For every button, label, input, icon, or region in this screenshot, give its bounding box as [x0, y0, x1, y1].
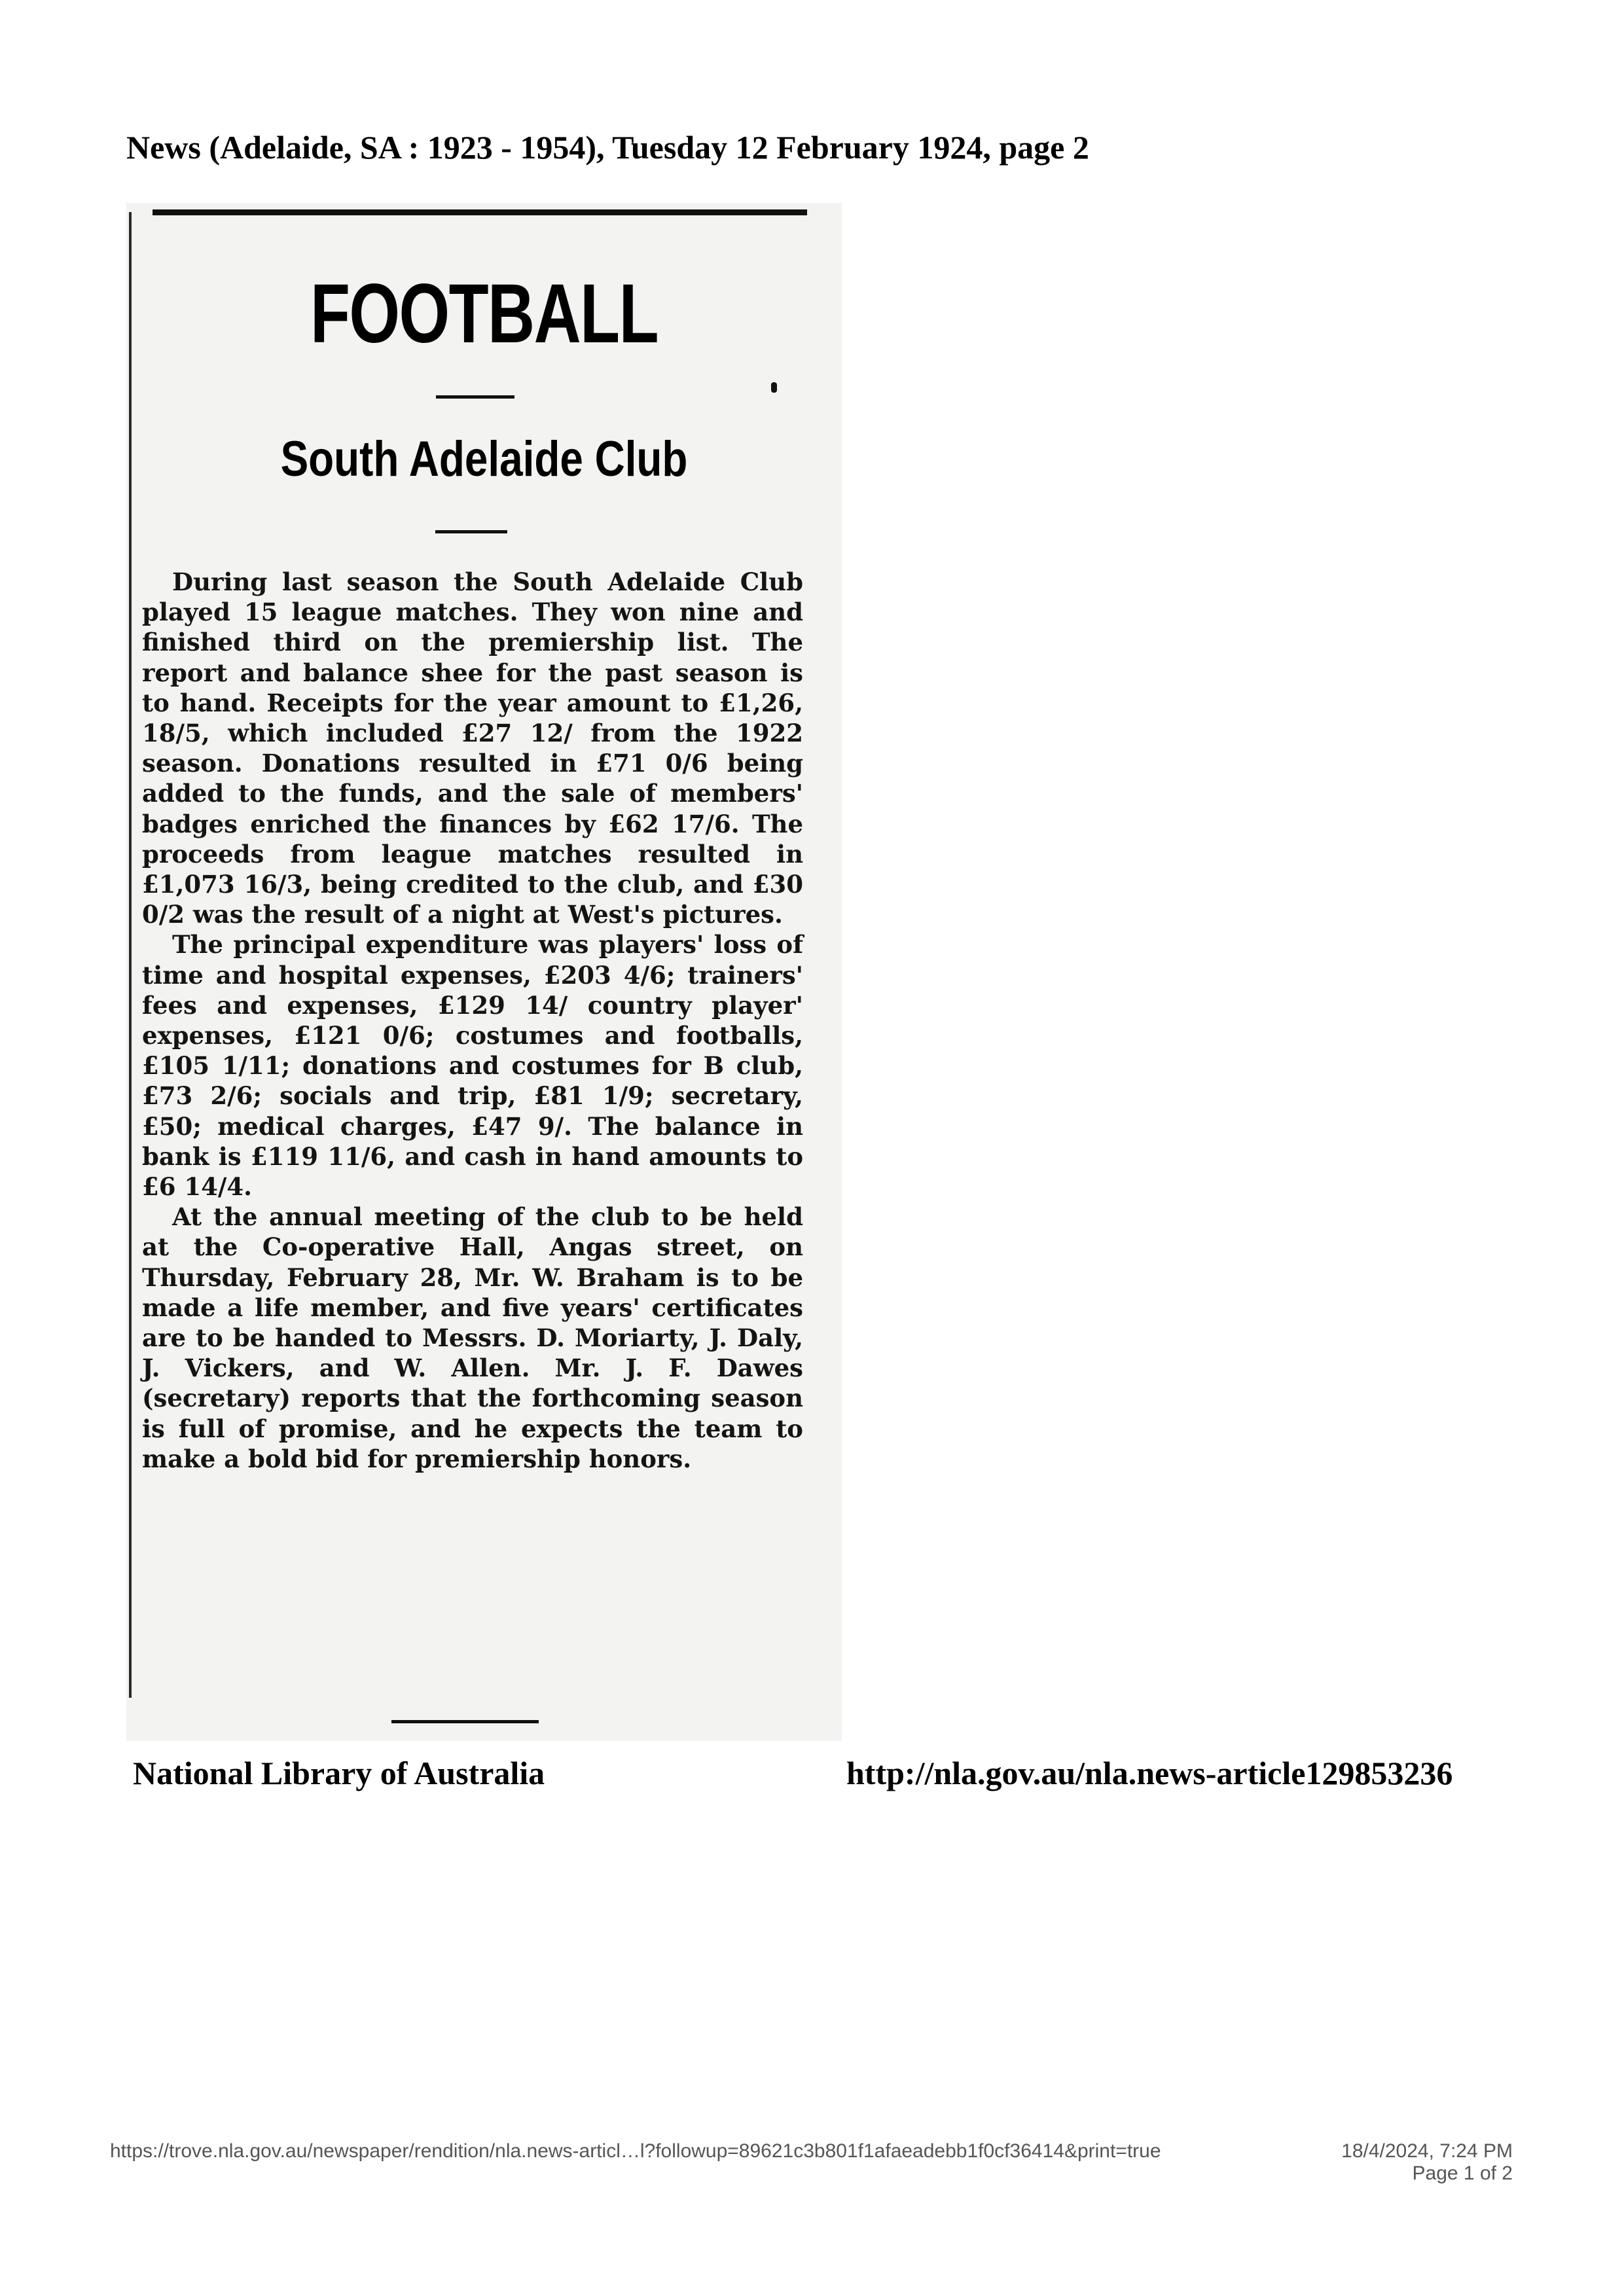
article-body [142, 567, 803, 1474]
newspaper-clipping [126, 203, 842, 1741]
citation-title: News (Adelaide, SA : 1923 - 1954), Tuesday 12 February 1924, page 2 [126, 129, 1089, 166]
column-rule-left [129, 212, 132, 1698]
article-subheadline: South Adelaide Club [280, 431, 688, 487]
article-paragraph: The principal expenditure was players' loss of time and hospital expenses, £203 4/6; trainers' fees and expenses, £129 14/ country player' expenses, £121 0/6; costumes and footballs, £105 1/11; donations and costumes for B club, £73 2/6; socials and trip, £81 1/9; secretary, £50; medical charges, £47 9/. The balance in bank is £119 11/6, and cash in hand amounts to £6 14/4. [142, 930, 803, 1202]
print-page-number: Page 1 of 2 [1412, 2162, 1513, 2184]
divider-dash [435, 530, 507, 533]
end-rule [391, 1720, 539, 1723]
print-meta [1341, 2140, 1513, 2185]
ink-speck [771, 382, 777, 393]
article-link[interactable]: http://nla.gov.au/nla.news-article129853236 [846, 1755, 1453, 1791]
article-headline: FOOTBALL [310, 267, 658, 361]
print-datetime: 18/4/2024, 7:24 PM [1341, 2140, 1513, 2162]
source-credit: National Library of Australia [133, 1755, 545, 1791]
column-rule-top [153, 209, 807, 215]
article-paragraph: At the annual meeting of the club to be held at the Co-operative Hall, Angas street, on Thursday, February 28, Mr. W. Braham is to be made a life member, and five years' certificates are to be handed to Messrs. D. Moriarty, J. Daly, J. Vickers, and W. Allen. Mr. J. F. Dawes (secretary) reports that the forthcoming season is full of promise, and he expects the team to make a bold bid for premiership honors. [142, 1202, 803, 1473]
print-url: https://trove.nla.gov.au/newspaper/rendition/nla.news-articl…l?followup=89621c3b801f1afaeadebb1f0cf36414&print=true [110, 2140, 1161, 2162]
divider-dash [436, 395, 514, 399]
article-paragraph: During last season the South Adelaide Club played 15 league matches. They won nine and finished third on the premiership list. The report and balance shee for the past season is to hand. Receipts for the year amount to £1,26, 18/5, which included £27 12/ from the 1922 season. Donations resulted in £71 0/6 being added to the funds, and the sale of members' badges enriched the finances by £62 17/6. The proceeds from league matches resulted in £1,073 16/3, being credited to the club, and £30 0/2 was the result of a night at West's pictures. [142, 567, 803, 929]
